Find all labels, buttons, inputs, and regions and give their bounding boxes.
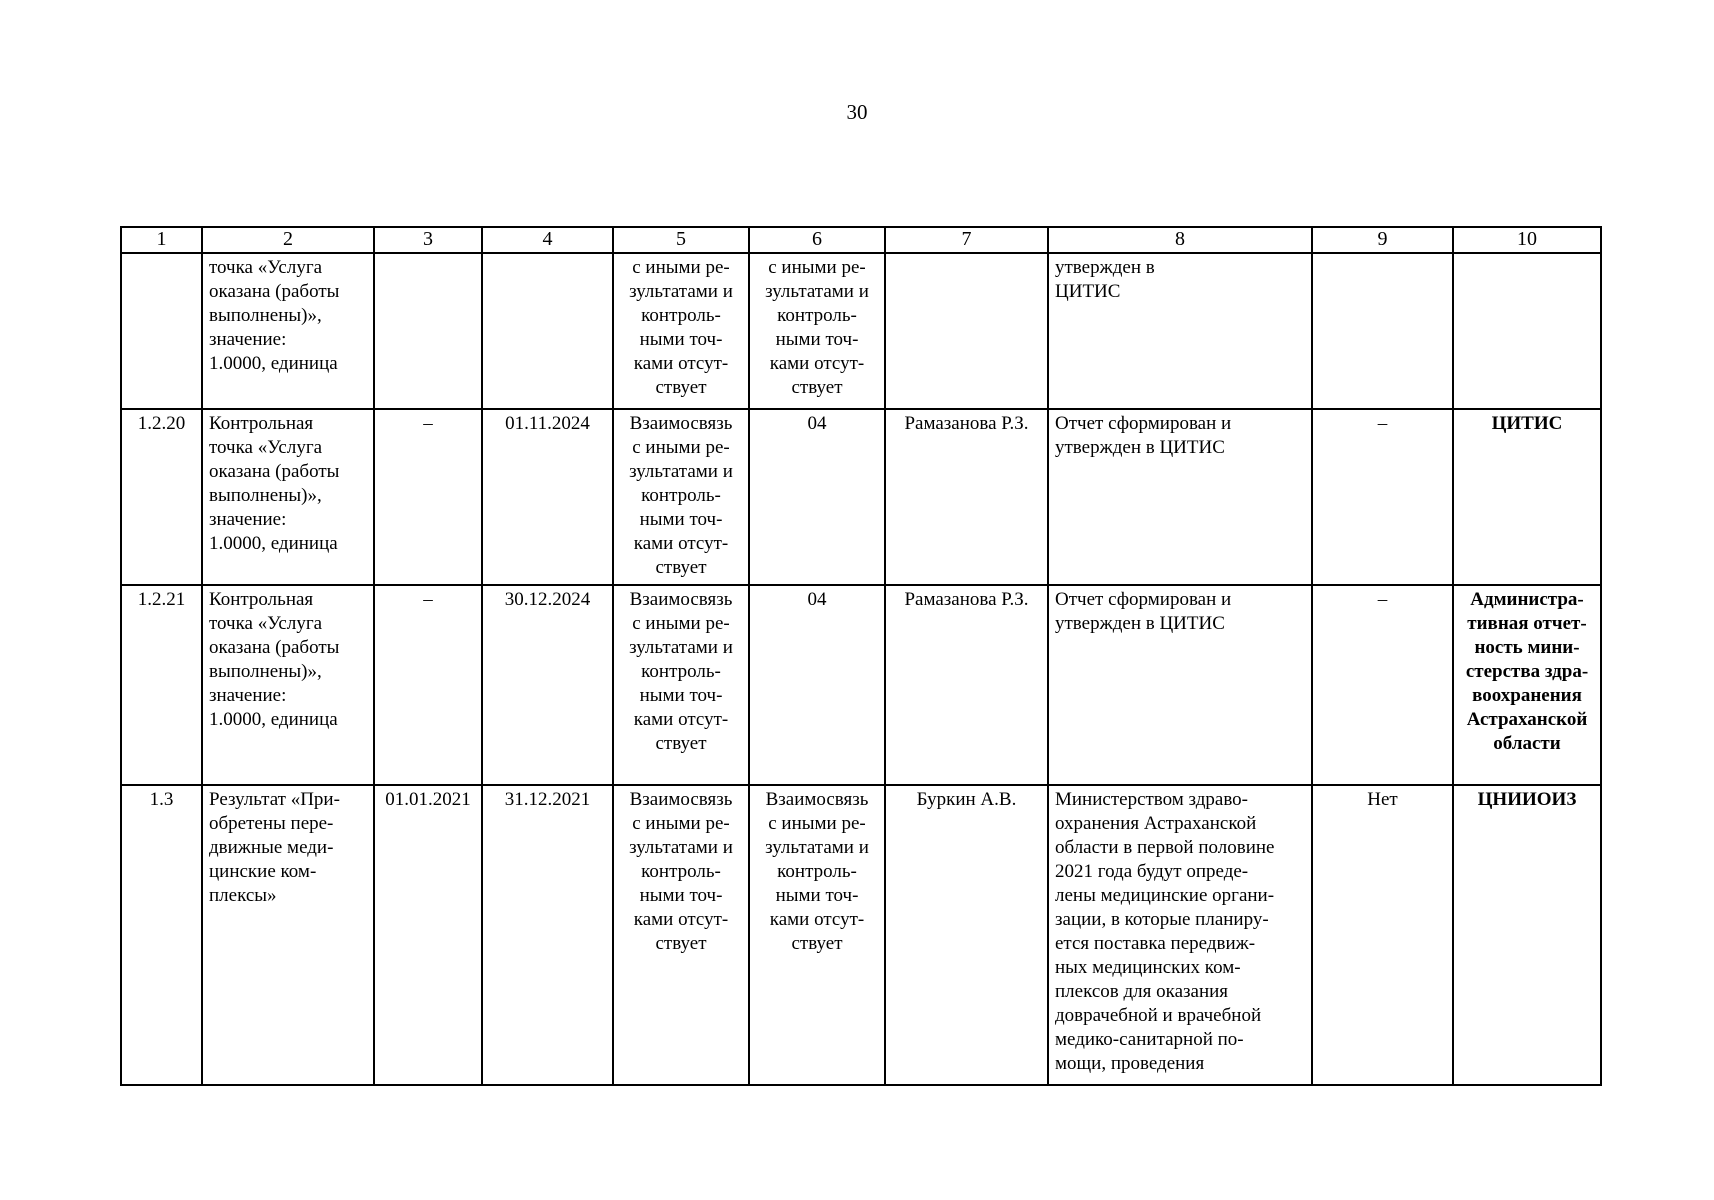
source-cell: Администра- тивная отчет- ность мини- стерства здра- воохранения Астраханской области — [1453, 585, 1601, 785]
schedule-table — [120, 226, 1602, 1086]
description-cell: Контрольная точка «Услуга оказана (работы выполнены)», значение: 1.0000, единица — [202, 585, 374, 785]
start-date-cell: – — [374, 409, 482, 585]
end-date-cell: 01.11.2024 — [482, 409, 613, 585]
column-9-cell: – — [1312, 409, 1453, 585]
row-number-cell — [121, 253, 202, 409]
start-date-cell: 01.01.2021 — [374, 785, 482, 1085]
end-date-cell: 31.12.2021 — [482, 785, 613, 1085]
table-header-row — [121, 227, 1601, 253]
result-cell: утвержден в ЦИТИС — [1048, 253, 1312, 409]
page-number: 30 — [846, 100, 868, 124]
start-date-cell — [374, 253, 482, 409]
responsible-cell: Буркин А.В. — [885, 785, 1048, 1085]
code-cell: 04 — [749, 409, 885, 585]
relation-cell: Взаимосвязь с иными ре- зультатами и контроль- ными точ- ками отсут- ствует — [613, 409, 749, 585]
relation-cell: Взаимосвязь с иными ре- зультатами и контроль- ными точ- ками отсут- ствует — [749, 785, 885, 1085]
table-row — [121, 585, 1601, 785]
relation-cell: с иными ре- зультатами и контроль- ными точ- ками отсут- ствует — [749, 253, 885, 409]
description-cell: точка «Услуга оказана (работы выполнены)», значение: 1.0000, единица — [202, 253, 374, 409]
source-cell: ЦИТИС — [1453, 409, 1601, 585]
result-cell: Министерством здраво- охранения Астраханской области в первой половине 2021 года будут опреде- лены медицинские органи- зации, в которые планиру- ется поставка передвиж- ных медицинских ком- плексов для оказания доврачебной и врачебной медико-санитарной по- мощи, проведения — [1048, 785, 1312, 1085]
description-cell: Контрольная точка «Услуга оказана (работы выполнены)», значение: 1.0000, единица — [202, 409, 374, 585]
start-date-cell: – — [374, 585, 482, 785]
relation-cell: Взаимосвязь с иными ре- зультатами и контроль- ными точ- ками отсут- ствует — [613, 585, 749, 785]
table-row — [121, 785, 1601, 1085]
header-cell-2: 2 — [202, 227, 374, 253]
row-number-cell: 1.3 — [121, 785, 202, 1085]
code-cell: 04 — [749, 585, 885, 785]
header-cell-8: 8 — [1048, 227, 1312, 253]
source-cell: ЦНИИОИЗ — [1453, 785, 1601, 1085]
responsible-cell — [885, 253, 1048, 409]
header-cell-7: 7 — [885, 227, 1048, 253]
result-cell: Отчет сформирован и утвержден в ЦИТИС — [1048, 409, 1312, 585]
header-cell-4: 4 — [482, 227, 613, 253]
header-cell-10: 10 — [1453, 227, 1601, 253]
header-cell-1: 1 — [121, 227, 202, 253]
relation-cell: с иными ре- зультатами и контроль- ными точ- ками отсут- ствует — [613, 253, 749, 409]
row-number-cell: 1.2.21 — [121, 585, 202, 785]
header-cell-3: 3 — [374, 227, 482, 253]
responsible-cell: Рамазанова Р.З. — [885, 585, 1048, 785]
row-number-cell: 1.2.20 — [121, 409, 202, 585]
end-date-cell: 30.12.2024 — [482, 585, 613, 785]
description-cell: Результат «При- обретены пере- движные меди- цинские ком- плексы» — [202, 785, 374, 1085]
end-date-cell — [482, 253, 613, 409]
table-row — [121, 409, 1601, 585]
header-cell-9: 9 — [1312, 227, 1453, 253]
relation-cell: Взаимосвязь с иными ре- зультатами и контроль- ными точ- ками отсут- ствует — [613, 785, 749, 1085]
column-9-cell: – — [1312, 585, 1453, 785]
column-9-cell — [1312, 253, 1453, 409]
table-row — [121, 253, 1601, 409]
responsible-cell: Рамазанова Р.З. — [885, 409, 1048, 585]
column-9-cell: Нет — [1312, 785, 1453, 1085]
result-cell: Отчет сформирован и утвержден в ЦИТИС — [1048, 585, 1312, 785]
source-cell — [1453, 253, 1601, 409]
header-cell-6: 6 — [749, 227, 885, 253]
header-cell-5: 5 — [613, 227, 749, 253]
